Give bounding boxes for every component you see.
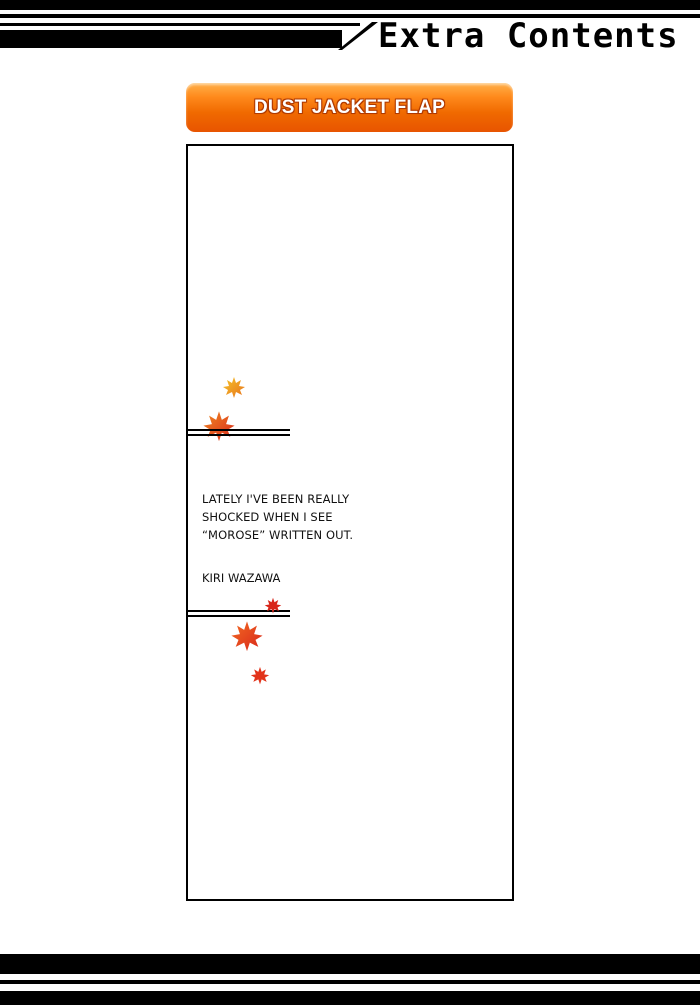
maple-leaf-icon <box>202 410 236 444</box>
maple-leaf-icon <box>230 620 264 654</box>
divider-line <box>188 434 290 436</box>
maple-leaf-icon <box>250 666 270 686</box>
maple-leaf-icon <box>264 597 282 615</box>
dust-jacket-flap-panel <box>186 144 514 901</box>
footer-bar-bottom <box>0 991 700 1005</box>
section-label-badge <box>186 83 513 132</box>
divider-line <box>188 615 290 617</box>
author-name: KIRI WAZAWA <box>202 571 281 585</box>
maple-leaf-icon <box>222 376 246 400</box>
header-bar-top <box>0 0 700 10</box>
comment-line: SHOCKED WHEN I SEE <box>202 510 333 524</box>
page-title: Extra Contents <box>378 16 679 56</box>
section-label-text: DUST JACKET FLAP <box>253 96 446 118</box>
header-bar-left <box>0 30 342 48</box>
author-comment <box>202 490 402 544</box>
header-slash-icon <box>338 22 378 52</box>
header-bar-thin <box>0 23 360 26</box>
footer-bar-top <box>0 954 700 974</box>
comment-line: “MOROSE” WRITTEN OUT. <box>202 528 354 542</box>
comment-line: LATELY I'VE BEEN REALLY <box>202 492 350 506</box>
footer-bar-middle <box>0 980 700 984</box>
divider-line <box>188 429 290 431</box>
